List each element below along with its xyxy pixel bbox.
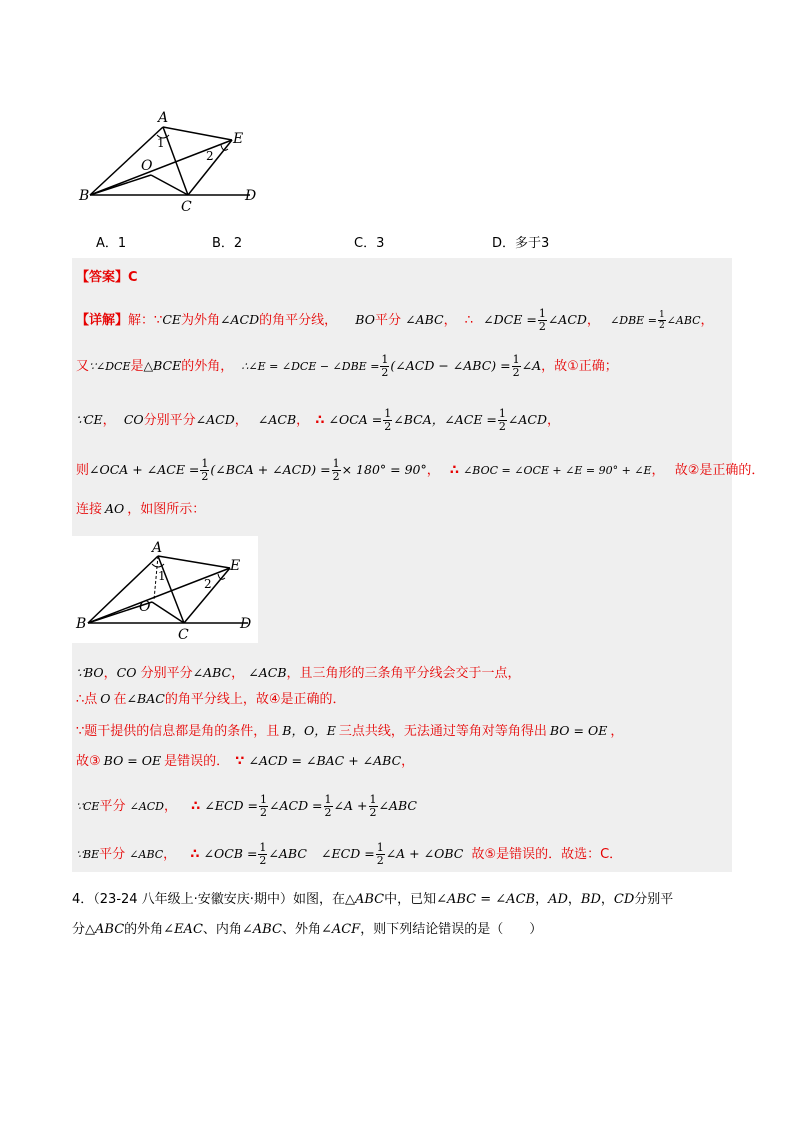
geometry-figure-2 [72, 536, 258, 643]
fig1-label-1: 1 [157, 136, 165, 150]
fig1-label-a: A [158, 110, 169, 126]
fig1-label-o: O [141, 158, 153, 174]
geometry-figure-1 [75, 105, 265, 215]
fig2-label-o: O [139, 599, 151, 615]
solution-line-8: ∵题干提供的信息都是角的条件，且 B，O，E 三点共线，无法通过等角对等角得出 BO = OE ， [76, 723, 624, 739]
fig2-label-b: B [76, 616, 87, 632]
answer-options [96, 232, 696, 254]
solution-line-7: ∴点 O 在∠BAC的角平分线上，故④是正确的． [76, 691, 346, 707]
answer-label: 【答案】C [76, 270, 138, 285]
fig1-label-2: 2 [206, 149, 214, 163]
solution-line-3: ∵CE， CO分别平分∠ACD， ∠ACB， ∴ ∠OCA = $\frac{1}{2}$ ∠BCA，∠ACE = $\frac{1}{2}$ ∠ACD， [76, 407, 560, 433]
solution-line-1: 【详解】解：∵CE为外角∠ACD的角平分线， BO平分 ∠ABC， ∴ ∠DCE = $\frac{1}{2}$ ∠ACD， ∠DBE = $\frac{1}{2}$ ∠ABC， [76, 307, 714, 333]
fig2-label-e: E [230, 558, 241, 574]
solution-line-6: ∵BO，CO 分别平分∠ABC， ∠ACB，且三角形的三条角平分线会交于一点， [76, 665, 521, 681]
option-a[interactable]: A．1 [96, 236, 127, 251]
option-d[interactable]: D．多于3 [492, 236, 550, 251]
solution-line-2: 又∵∠DCE是△BCE的外角， ∴∠E = ∠DCE − ∠DBE = $\frac{1}{2}$ (∠ACD − ∠ABC) = $\frac{1}{2}$ ∠A，故①正确； [76, 353, 618, 379]
fig1-label-e: E [233, 131, 244, 147]
fig2-label-d: D [240, 616, 252, 632]
solution-line-4: 则∠OCA + ∠ACE = $\frac{1}{2}$ (∠BCA + ∠ACD) = $\frac{1}{2}$ × 180° = 90°， ∴ ∠BOC = ∠OCE + ∠E = 90° + ∠E， 故②是正确的． [76, 457, 765, 483]
option-b[interactable]: B．2 [212, 236, 243, 251]
solution-line-11: ∵BE平分 ∠ABC， ∴ ∠OCB = $\frac{1}{2}$ ∠ABC ∠ECD = $\frac{1}{2}$ ∠A + ∠OBC 故⑤是错误的．故选：C． [76, 841, 623, 867]
fig2-label-2: 2 [204, 577, 212, 591]
solution-line-10: ∵CE平分 ∠ACD， ∴ ∠ECD = $\frac{1}{2}$ ∠ACD = $\frac{1}{2}$ ∠A + $\frac{1}{2}$ ∠ABC [76, 793, 417, 819]
solution-line-9: 故③ BO = OE 是错误的． ∵ ∠ACD = ∠BAC + ∠ABC， [76, 753, 415, 769]
question-4-line-1: 4．（23-24 八年级上·安徽安庆·期中）如图，在△ABC中，已知∠ABC = ∠ACB，AD，BD，CD分别平 [72, 892, 674, 907]
solution-panel [72, 258, 765, 872]
fig2-label-c: C [178, 627, 189, 643]
fig1-label-b: B [79, 188, 90, 204]
option-c[interactable]: C．3 [354, 236, 385, 251]
fig1-label-c: C [181, 199, 192, 215]
solution-line-5: 连接 AO ，如图所示： [76, 501, 206, 517]
fig1-label-d: D [245, 188, 257, 204]
question-4-line-2: 分△ABC的外角∠EAC、内角∠ABC、外角∠ACF，则下列结论错误的是（ ） [72, 922, 543, 937]
fig2-label-a: A [152, 540, 163, 556]
fig2-label-1: 1 [158, 569, 166, 583]
